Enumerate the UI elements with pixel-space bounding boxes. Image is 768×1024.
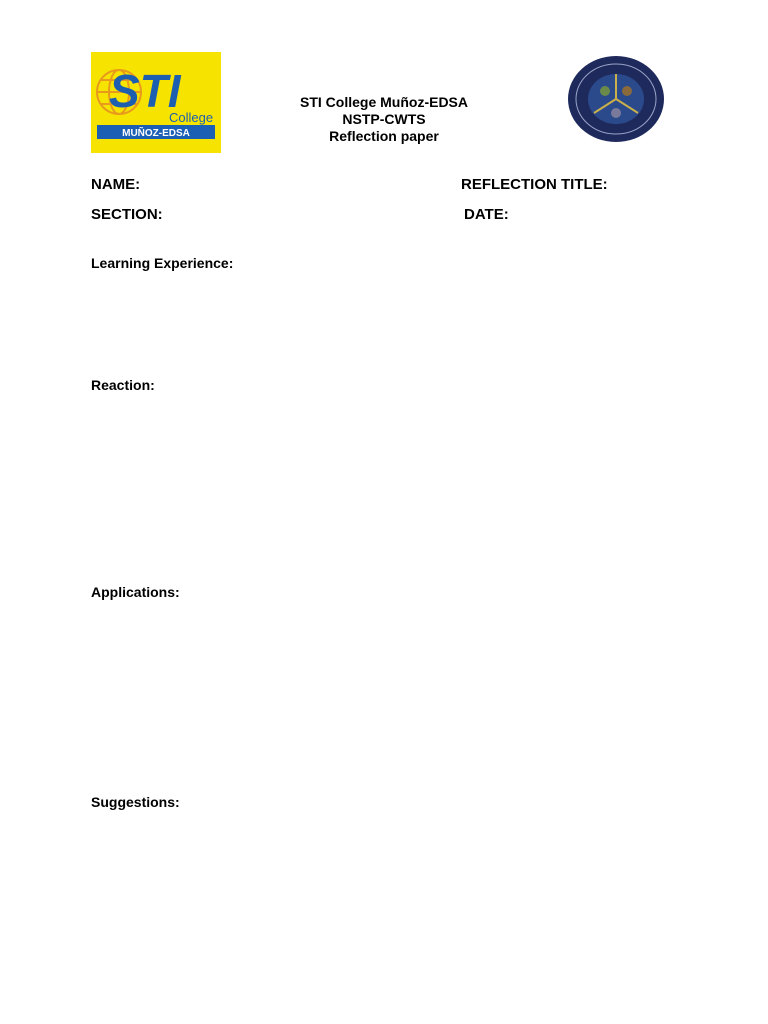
reflection-title-field-label: REFLECTION TITLE: (461, 176, 608, 193)
nstp-seal-icon (567, 55, 665, 143)
school-name: STI College Muñoz-EDSA (300, 94, 468, 110)
applications-heading: Applications: (91, 584, 180, 600)
document-type: Reflection paper (329, 128, 439, 144)
logo-sti-text: STI (109, 65, 181, 117)
learning-experience-heading: Learning Experience: (91, 255, 234, 271)
program-name: NSTP-CWTS (342, 111, 426, 127)
reaction-heading: Reaction: (91, 377, 155, 393)
logo-band-text: MUÑOZ-EDSA (122, 128, 190, 139)
sti-college-logo (91, 52, 221, 153)
document-header (266, 94, 502, 145)
section-field-label: SECTION: (91, 206, 163, 223)
date-field-label: DATE: (464, 206, 509, 223)
name-field-label: NAME: (91, 176, 141, 193)
logo-college-text: College (169, 110, 214, 125)
suggestions-heading: Suggestions: (91, 794, 180, 810)
